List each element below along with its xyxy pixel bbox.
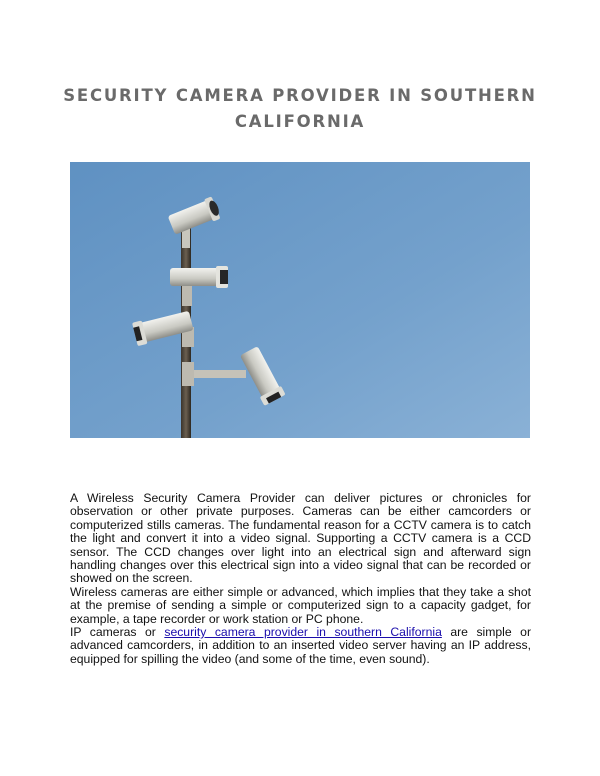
security-cameras-photo xyxy=(70,162,530,438)
security-cameras-illustration xyxy=(70,162,530,438)
paragraph-2: Wireless cameras are either simple or advanced, which implies that they take a shot at the premise of sending a simple or computerized sign to a capacity gadget, for example, a tape recorder or work station or PC phone. xyxy=(70,584,531,626)
page-title: SECURITY CAMERA PROVIDER IN SOUTHERN CALIFORNIA xyxy=(63,86,537,132)
sky-background xyxy=(70,162,530,438)
article-body xyxy=(70,492,531,666)
security-camera-provider-link[interactable]: security camera provider in southern California xyxy=(164,625,442,640)
paragraph-3-before: IP cameras or xyxy=(70,625,165,640)
paragraph-3 xyxy=(70,626,531,666)
paragraph-1: A Wireless Security Camera Provider can deliver pictures or chronicles for observation or other private purposes. Cameras can be either camcorders or computerized stills cameras. The fundamental reason for a CCTV camera is to catch the light and convert it into a video signal. Supporting a CCTV camera is a CCD sensor. The CCD changes over light into an electrical sign and afterward sign handling changes over this electrical sign into a video signal that can be recorded or showed on the screen. xyxy=(70,491,531,586)
paragraph-3-after: are simple or advanced camcorders, in addition to an inserted video server having an IP address, equipped for spilling the video (and some of the time, even sound). xyxy=(70,625,531,666)
